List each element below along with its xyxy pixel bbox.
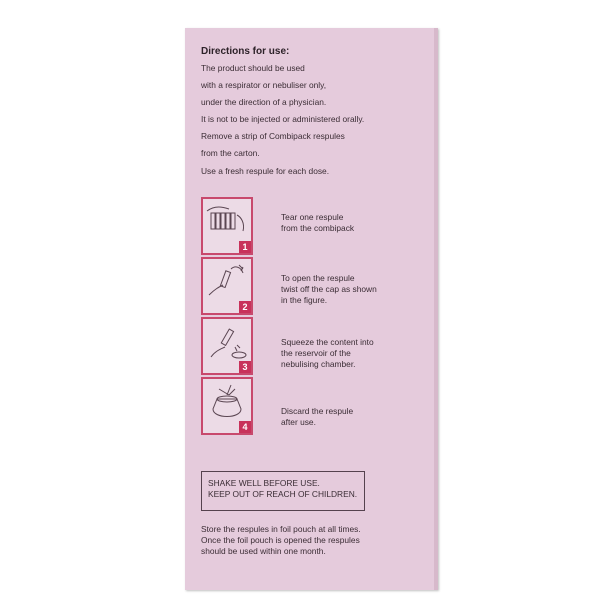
directions-heading: Directions for use: — [201, 46, 290, 57]
directions-line: Use a fresh respule for each dose. — [201, 166, 330, 176]
carton-edge — [434, 28, 438, 590]
storage-line: should be used within one month. — [201, 546, 326, 556]
step-line: Tear one respule — [281, 212, 344, 222]
warning-box — [201, 471, 365, 511]
directions-line: Remove a strip of Combipack respules — [201, 131, 345, 141]
tear-respule-icon — [205, 201, 249, 241]
step-4-illustration — [201, 377, 253, 435]
directions-line: under the direction of a physician. — [201, 97, 327, 107]
leaflet-carton — [185, 28, 438, 590]
storage-line: Store the respules in foil pouch at all times. — [201, 524, 361, 534]
twist-cap-icon — [205, 261, 249, 301]
step-3-number: 3 — [239, 361, 251, 373]
storage-instructions — [201, 524, 421, 557]
directions-line: with a respirator or nebuliser only, — [201, 80, 327, 90]
squeeze-respule-icon — [205, 321, 249, 361]
step-line: the reservoir of the — [281, 348, 351, 358]
step-2-number: 2 — [239, 301, 251, 313]
step-line: from the combipack — [281, 223, 355, 233]
step-3-description — [281, 337, 391, 370]
step-line: twist off the cap as shown — [281, 284, 377, 294]
step-line: Discard the respule — [281, 406, 354, 416]
step-1-illustration — [201, 197, 253, 255]
discard-respule-icon — [205, 381, 249, 421]
step-line: in the figure. — [281, 295, 328, 305]
step-2-illustration — [201, 257, 253, 315]
step-line: To open the respule — [281, 273, 355, 283]
step-line: Squeeze the content into — [281, 337, 374, 347]
step-4-number: 4 — [239, 421, 251, 433]
warning-line: SHAKE WELL BEFORE USE. — [208, 478, 320, 488]
directions-paragraph-1 — [201, 63, 364, 125]
step-1-description — [281, 212, 391, 234]
step-line: nebulising chamber. — [281, 359, 356, 369]
directions-line: The product should be used — [201, 63, 305, 73]
storage-line: Once the foil pouch is opened the respules — [201, 535, 360, 545]
warning-line: KEEP OUT OF REACH OF CHILDREN. — [208, 489, 358, 499]
step-2-description — [281, 273, 391, 306]
directions-line: It is not to be injected or administered orally. — [201, 114, 365, 124]
directions-paragraph-2 — [201, 131, 345, 159]
step-1-number: 1 — [239, 241, 251, 253]
directions-line: from the carton. — [201, 148, 260, 158]
step-3-illustration — [201, 317, 253, 375]
step-line: after use. — [281, 417, 316, 427]
step-4-description — [281, 406, 391, 428]
